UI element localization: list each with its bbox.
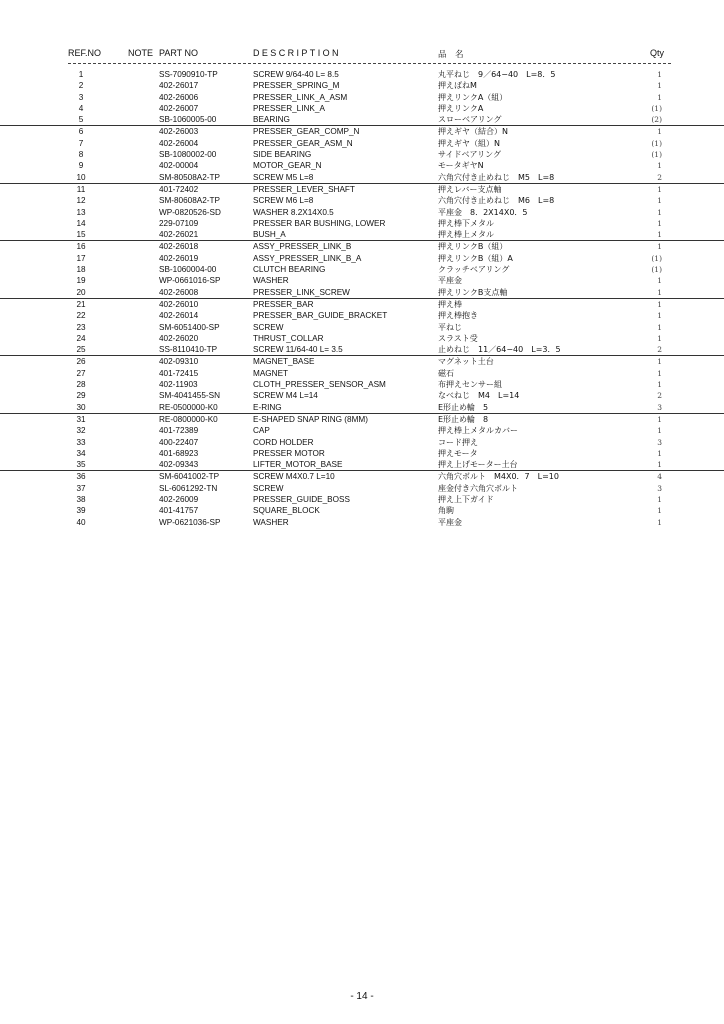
ref-no-cell: 23: [76, 322, 86, 332]
table-row: [0, 207, 724, 218]
table-header: [0, 48, 724, 62]
part-no-cell: 400-22407: [159, 437, 199, 447]
page-number: - 14 -: [350, 991, 374, 1002]
qty-cell: 1: [657, 196, 662, 206]
part-no-cell: 402-26009: [159, 494, 199, 504]
table-row: [0, 275, 724, 286]
ref-no-cell: 11: [76, 184, 86, 194]
name-jp-cell: 平座金: [438, 276, 462, 286]
description-cell: MAGNET: [253, 368, 289, 378]
table-row: [0, 333, 724, 344]
qty-cell: 4: [657, 472, 662, 482]
table-row: [0, 459, 724, 470]
description-cell: WASHER: [253, 276, 289, 286]
name-jp-cell: 丸平ねじ 9／64−40 L=8．5: [438, 70, 556, 79]
description-cell: CLOTH_PRESSER_SENSOR_ASM: [253, 380, 386, 390]
part-no-cell: 401-68923: [159, 448, 199, 458]
table-row: [0, 264, 724, 275]
name-jp-cell: 六角穴ボルト M4X0．7 L=10: [438, 472, 559, 482]
qty-cell: 1: [657, 70, 662, 79]
name-jp-cell: なべねじ M4 L=14: [438, 391, 520, 401]
ref-no-cell: 3: [78, 92, 84, 102]
table-row: [0, 160, 724, 171]
ref-no-cell: 40: [76, 517, 86, 527]
name-jp-cell: 押えギヤ（結合）N: [438, 127, 508, 137]
description-cell: SCREW M4X0.7 L=10: [253, 472, 335, 482]
part-no-cell: 401-72389: [159, 426, 199, 436]
description-cell: PRESSER_SPRING_M: [253, 81, 340, 91]
part-no-cell: SB-1060004-00: [159, 265, 217, 275]
description-cell: BUSH_A: [253, 230, 286, 240]
part-no-cell: 401-72415: [159, 368, 199, 378]
ref-no-cell: 19: [76, 276, 86, 286]
description-cell: MAGNET_BASE: [253, 357, 315, 367]
qty-cell: 1: [657, 242, 662, 252]
part-no-cell: 402-09343: [159, 460, 199, 470]
qty-cell: 1: [657, 333, 662, 343]
name-jp-cell: 押え上げモーター土台: [438, 460, 518, 470]
part-no-cell: WP-0820526-SD: [159, 207, 221, 217]
name-jp-cell: 押えモータ: [438, 448, 478, 458]
part-no-cell: SM-80508A2-TP: [159, 172, 220, 182]
qty-cell: 1: [657, 322, 662, 332]
table-row: [0, 229, 724, 240]
table-row: [0, 322, 724, 333]
ref-no-cell: 13: [76, 207, 86, 217]
qty-cell: 1: [657, 368, 662, 378]
part-no-cell: SB-1080002-00: [159, 150, 217, 160]
header-name-jp: 品 名: [438, 50, 464, 60]
table-row: [0, 517, 724, 528]
name-jp-cell: 押えリンクB（組）: [438, 242, 508, 252]
name-jp-cell: クラッチベアリング: [438, 265, 510, 275]
table-row: [0, 183, 724, 195]
qty-cell: 1: [657, 299, 662, 309]
qty-cell: 1: [657, 448, 662, 458]
description-cell: E-SHAPED SNAP RING (8MM): [253, 414, 368, 424]
table-row: [0, 287, 724, 298]
part-no-cell: SM-80608A2-TP: [159, 196, 220, 206]
header-note: NOTE: [128, 48, 154, 58]
name-jp-cell: サイドベアリング: [438, 150, 501, 160]
part-no-cell: WP-0661016-SP: [159, 276, 221, 286]
part-no-cell: SM-6041002-TP: [159, 472, 220, 482]
table-row: [0, 69, 724, 80]
table-row: [0, 390, 724, 401]
qty-cell: (1): [651, 253, 662, 263]
name-jp-cell: 角駒: [438, 506, 454, 516]
qty-cell: 1: [657, 517, 662, 527]
qty-cell: 3: [657, 483, 662, 493]
qty-cell: 1: [657, 92, 662, 102]
name-jp-cell: 座金付き六角穴ボルト: [438, 483, 518, 493]
description-cell: LIFTER_MOTOR_BASE: [253, 460, 343, 470]
table-row: [0, 125, 724, 137]
qty-cell: 2: [657, 391, 662, 401]
name-jp-cell: 押え棒上メタル: [438, 230, 494, 240]
name-jp-cell: 押えリンクA（組）: [438, 92, 508, 102]
description-cell: SCREW M5 L=8: [253, 172, 314, 182]
ref-no-cell: 16: [76, 242, 86, 252]
description-cell: PRESSER_BAR: [253, 299, 314, 309]
ref-no-cell: 34: [76, 448, 86, 458]
parts-table-body: [0, 69, 724, 528]
name-jp-cell: 布押えセンサー組: [438, 380, 502, 390]
qty-cell: 1: [657, 380, 662, 390]
name-jp-cell: 押え上下ガイド: [438, 494, 494, 504]
qty-cell: 1: [657, 506, 662, 516]
table-row: [0, 298, 724, 310]
part-no-cell: SS-8110410-TP: [159, 345, 218, 355]
name-jp-cell: 平座金 8．2X14X0．5: [438, 207, 528, 217]
table-row: [0, 240, 724, 252]
part-no-cell: SM-6051400-SP: [159, 322, 220, 332]
part-no-cell: 402-26007: [159, 103, 199, 113]
name-jp-cell: 押え棒上メタルカバー: [438, 426, 518, 436]
table-row: [0, 483, 724, 494]
qty-cell: 1: [657, 207, 662, 217]
part-no-cell: 402-26014: [159, 311, 199, 321]
ref-no-cell: 31: [76, 414, 86, 424]
qty-cell: 1: [657, 287, 662, 297]
part-no-cell: RE-0800000-K0: [159, 414, 218, 424]
part-no-cell: 402-26018: [159, 242, 199, 252]
ref-no-cell: 8: [78, 150, 84, 160]
header-part-no: PART NO: [159, 48, 199, 58]
part-no-cell: 402-00004: [159, 161, 199, 171]
part-no-cell: 402-26019: [159, 253, 199, 263]
part-no-cell: 402-26017: [159, 81, 199, 91]
table-row: [0, 402, 724, 413]
table-row: [0, 494, 724, 505]
name-jp-cell: 六角穴付き止めねじ M6 L=8: [438, 196, 555, 206]
table-row: [0, 344, 724, 355]
description-cell: ASSY_PRESSER_LINK_B: [253, 242, 352, 252]
ref-no-cell: 18: [76, 265, 86, 275]
description-cell: PRESSER_BAR_GUIDE_BRACKET: [253, 311, 388, 321]
description-cell: SIDE BEARING: [253, 150, 312, 160]
table-row: [0, 368, 724, 379]
table-row: [0, 253, 724, 264]
ref-no-cell: 22: [76, 311, 86, 321]
header-qty: Qty: [650, 48, 665, 58]
name-jp-cell: 六角穴付き止めねじ M5 L=8: [438, 172, 555, 182]
part-no-cell: 402-11903: [159, 380, 198, 390]
table-row: [0, 92, 724, 103]
ref-no-cell: 25: [76, 345, 86, 355]
qty-cell: 1: [657, 230, 662, 240]
ref-no-cell: 28: [76, 380, 86, 390]
part-no-cell: RE-0500000-K0: [159, 402, 218, 412]
part-no-cell: SM-4041455-SN: [159, 391, 220, 401]
ref-no-cell: 27: [76, 368, 86, 378]
description-cell: ASSY_PRESSER_LINK_B_A: [253, 253, 362, 263]
ref-no-cell: 30: [76, 402, 86, 412]
name-jp-cell: 押えばねM: [438, 81, 477, 91]
qty-cell: 1: [657, 127, 662, 137]
qty-cell: 3: [657, 402, 662, 412]
part-no-cell: 402-26003: [159, 127, 199, 137]
header-ref-no: REF.NO: [68, 48, 102, 58]
name-jp-cell: マグネット土台: [438, 357, 494, 367]
table-row: [0, 310, 724, 321]
table-row: [0, 425, 724, 436]
name-jp-cell: 押えレバー支点軸: [438, 184, 502, 194]
part-no-cell: 229-07109: [159, 218, 199, 228]
part-no-cell: 402-26020: [159, 333, 199, 343]
name-jp-cell: 磁石: [438, 368, 454, 378]
qty-cell: 1: [657, 81, 662, 91]
ref-no-cell: 38: [76, 494, 86, 504]
qty-cell: (1): [651, 138, 662, 148]
name-jp-cell: 押えリンクA: [438, 103, 484, 113]
name-jp-cell: スローベアリング: [438, 115, 502, 125]
description-cell: CORD HOLDER: [253, 437, 314, 447]
name-jp-cell: モータギヤN: [438, 161, 484, 171]
description-cell: MOTOR_GEAR_N: [253, 161, 322, 171]
table-row: [0, 149, 724, 160]
qty-cell: 1: [657, 161, 662, 171]
name-jp-cell: 押え棒: [438, 299, 462, 309]
description-cell: SCREW: [253, 483, 284, 493]
qty-cell: (2): [651, 115, 662, 125]
ref-no-cell: 4: [78, 103, 84, 113]
description-cell: PRESSER_GEAR_COMP_N: [253, 127, 360, 137]
table-row: [0, 195, 724, 206]
table-row: [0, 80, 724, 91]
description-cell: PRESSER_LINK_A: [253, 103, 325, 113]
ref-no-cell: 24: [76, 333, 86, 343]
description-cell: SQUARE_BLOCK: [253, 506, 320, 516]
description-cell: PRESSER_GUIDE_BOSS: [253, 494, 350, 504]
qty-cell: (1): [651, 103, 662, 113]
table-row: [0, 379, 724, 390]
ref-no-cell: 15: [76, 230, 86, 240]
description-cell: SCREW 9/64-40 L= 8.5: [253, 70, 339, 79]
description-cell: CAP: [253, 426, 270, 436]
description-cell: BEARING: [253, 115, 290, 125]
ref-no-cell: 9: [78, 161, 84, 171]
qty-cell: 1: [657, 218, 662, 228]
name-jp-cell: 押えギヤ（組）N: [438, 138, 500, 148]
name-jp-cell: E形止め輪 5: [438, 402, 489, 412]
name-jp-cell: スラスト受: [438, 333, 478, 343]
qty-cell: 2: [657, 172, 662, 182]
ref-no-cell: 21: [76, 299, 86, 309]
qty-cell: 1: [657, 311, 662, 321]
description-cell: SCREW: [253, 322, 284, 332]
description-cell: CLUTCH BEARING: [253, 265, 326, 275]
ref-no-cell: 6: [78, 127, 84, 137]
qty-cell: 1: [657, 184, 662, 194]
name-jp-cell: E形止め輪 8: [438, 414, 489, 424]
part-no-cell: 401-41757: [159, 506, 199, 516]
ref-no-cell: 35: [76, 460, 86, 470]
table-row: [0, 355, 724, 367]
description-cell: SCREW M6 L=8: [253, 196, 314, 206]
name-jp-cell: 平座金: [438, 517, 462, 527]
ref-no-cell: 14: [76, 218, 86, 228]
part-no-cell: 402-26008: [159, 287, 199, 297]
description-cell: PRESSER MOTOR: [253, 448, 325, 458]
part-no-cell: WP-0621036-SP: [159, 517, 221, 527]
table-row: [0, 448, 724, 459]
qty-cell: 1: [657, 460, 662, 470]
table-row: [0, 413, 724, 425]
name-jp-cell: 平ねじ: [438, 322, 462, 332]
qty-cell: (1): [651, 265, 662, 275]
description-cell: PRESSER BAR BUSHING, LOWER: [253, 218, 386, 228]
ref-no-cell: 32: [76, 426, 86, 436]
table-row: [0, 138, 724, 149]
ref-no-cell: 20: [76, 287, 86, 297]
name-jp-cell: 押え棒抱き: [438, 311, 478, 321]
ref-no-cell: 36: [76, 472, 86, 482]
description-cell: PRESSER_LEVER_SHAFT: [253, 184, 355, 194]
ref-no-cell: 5: [78, 115, 84, 125]
name-jp-cell: 押え棒下メタル: [438, 218, 494, 228]
ref-no-cell: 37: [76, 483, 86, 493]
part-no-cell: SL-6061292-TN: [159, 483, 218, 493]
part-no-cell: SB-1060005-00: [159, 115, 217, 125]
qty-cell: 1: [657, 494, 662, 504]
part-no-cell: 401-72402: [159, 184, 199, 194]
ref-no-cell: 33: [76, 437, 86, 447]
table-row: [0, 172, 724, 183]
description-cell: WASHER: [253, 517, 289, 527]
table-row: [0, 114, 724, 125]
ref-no-cell: 17: [76, 253, 86, 263]
name-jp-cell: 止めねじ 11／64−40 L=3．5: [438, 345, 561, 355]
part-no-cell: 402-26021: [159, 230, 199, 240]
part-no-cell: 402-26010: [159, 299, 199, 309]
table-row: [0, 103, 724, 114]
header-description: DESCRIPTION: [253, 48, 341, 58]
part-no-cell: 402-09310: [159, 357, 199, 367]
description-cell: PRESSER_GEAR_ASM_N: [253, 138, 353, 148]
qty-cell: 3: [657, 437, 662, 447]
ref-no-cell: 12: [76, 196, 86, 206]
header-divider: [68, 63, 671, 64]
table-row: [0, 505, 724, 516]
ref-no-cell: 39: [76, 506, 86, 516]
qty-cell: 1: [657, 357, 662, 367]
qty-cell: 1: [657, 414, 662, 424]
description-cell: THRUST_COLLAR: [253, 333, 324, 343]
name-jp-cell: コード押え: [438, 437, 478, 447]
part-no-cell: 402-26006: [159, 92, 199, 102]
description-cell: PRESSER_LINK_SCREW: [253, 287, 350, 297]
description-cell: E-RING: [253, 402, 282, 412]
ref-no-cell: 2: [78, 81, 84, 91]
description-cell: SCREW 11/64-40 L= 3.5: [253, 345, 343, 355]
ref-no-cell: 10: [76, 172, 86, 182]
ref-no-cell: 26: [76, 357, 86, 367]
ref-no-cell: 29: [76, 391, 86, 401]
description-cell: PRESSER_LINK_A_ASM: [253, 92, 348, 102]
name-jp-cell: 押えリンクB支点軸: [438, 287, 508, 297]
ref-no-cell: 7: [78, 138, 84, 148]
table-row: [0, 218, 724, 229]
qty-cell: 1: [657, 426, 662, 436]
description-cell: SCREW M4 L=14: [253, 391, 318, 401]
qty-cell: 2: [657, 345, 662, 355]
name-jp-cell: 押えリンクB（組）A: [438, 253, 513, 263]
part-no-cell: SS-7090910-TP: [159, 70, 218, 79]
ref-no-cell: 1: [78, 70, 84, 79]
table-row: [0, 470, 724, 482]
description-cell: WASHER 8.2X14X0.5: [253, 207, 334, 217]
part-no-cell: 402-26004: [159, 138, 199, 148]
qty-cell: 1: [657, 276, 662, 286]
table-row: [0, 437, 724, 448]
qty-cell: (1): [651, 150, 662, 160]
